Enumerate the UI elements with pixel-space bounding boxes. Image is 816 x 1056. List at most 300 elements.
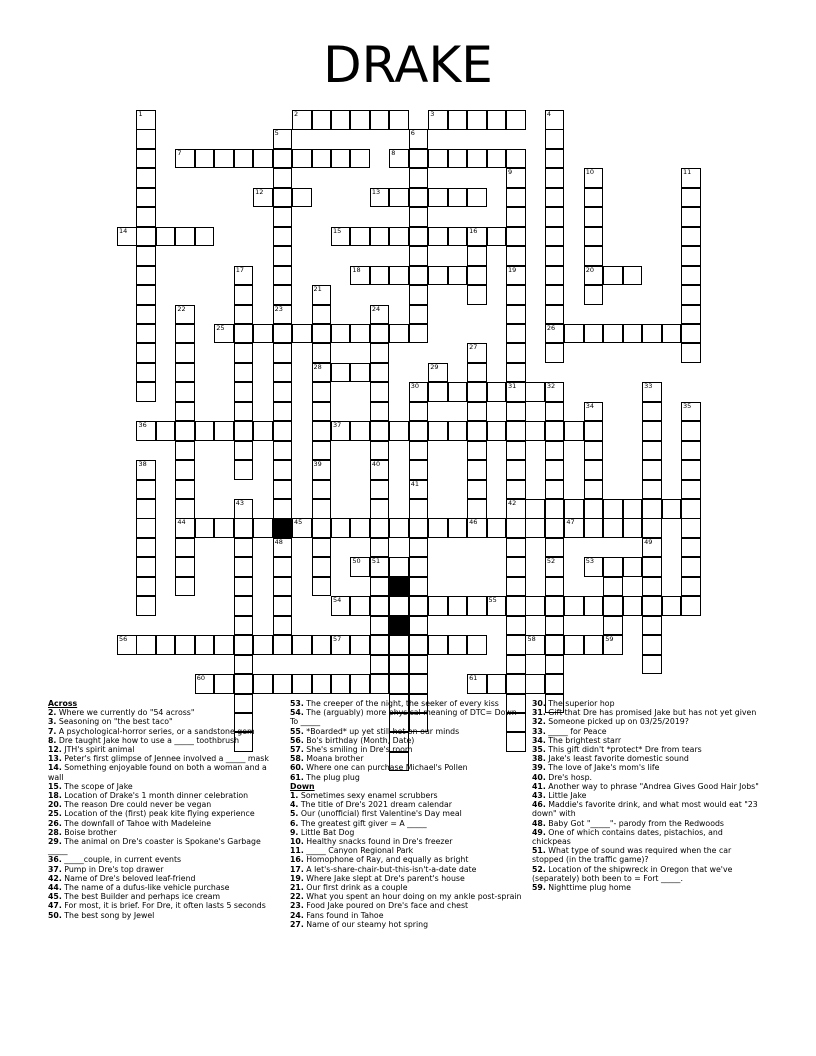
grid-cell[interactable] [623, 499, 643, 519]
grid-cell[interactable] [467, 518, 487, 538]
grid-cell[interactable] [448, 596, 468, 616]
grid-cell[interactable] [409, 441, 429, 461]
grid-cell[interactable] [584, 557, 604, 577]
grid-cell[interactable] [642, 324, 662, 344]
grid-cell[interactable] [623, 518, 643, 538]
grid-cell[interactable] [350, 227, 370, 247]
grid-cell[interactable] [370, 596, 390, 616]
grid-cell[interactable] [467, 499, 487, 519]
grid-cell[interactable] [584, 460, 604, 480]
grid-cell[interactable] [681, 538, 701, 558]
grid-cell[interactable] [370, 499, 390, 519]
grid-cell[interactable] [331, 363, 351, 383]
grid-cell[interactable] [214, 518, 234, 538]
grid-cell[interactable] [681, 266, 701, 286]
grid-cell[interactable] [409, 246, 429, 266]
grid-cell[interactable] [506, 441, 526, 461]
grid-cell[interactable] [117, 227, 137, 247]
grid-cell[interactable] [273, 382, 293, 402]
grid-cell[interactable] [331, 324, 351, 344]
grid-cell[interactable] [584, 596, 604, 616]
grid-cell[interactable] [506, 538, 526, 558]
grid-cell[interactable] [312, 363, 332, 383]
grid-cell[interactable] [273, 227, 293, 247]
grid-cell[interactable] [584, 421, 604, 441]
grid-cell[interactable] [273, 246, 293, 266]
grid-cell[interactable] [234, 305, 254, 325]
grid-cell[interactable] [545, 518, 565, 538]
grid-cell[interactable] [584, 324, 604, 344]
grid-cell[interactable] [545, 441, 565, 461]
grid-cell[interactable] [409, 207, 429, 227]
grid-cell[interactable] [545, 616, 565, 636]
grid-cell[interactable] [506, 168, 526, 188]
grid-cell[interactable] [214, 674, 234, 694]
grid-cell[interactable] [545, 305, 565, 325]
grid-cell[interactable] [467, 227, 487, 247]
grid-cell[interactable] [136, 557, 156, 577]
grid-cell[interactable] [681, 460, 701, 480]
grid-cell[interactable] [525, 518, 545, 538]
grid-cell[interactable] [156, 635, 176, 655]
grid-cell[interactable] [214, 324, 234, 344]
grid-cell[interactable] [467, 343, 487, 363]
grid-cell[interactable] [467, 363, 487, 383]
grid-cell[interactable] [350, 518, 370, 538]
grid-cell[interactable] [350, 635, 370, 655]
grid-cell[interactable] [584, 518, 604, 538]
grid-cell[interactable] [350, 557, 370, 577]
grid-cell[interactable] [389, 518, 409, 538]
grid-cell[interactable] [642, 402, 662, 422]
grid-cell[interactable] [545, 655, 565, 675]
grid-cell[interactable] [506, 421, 526, 441]
grid-cell[interactable] [389, 674, 409, 694]
grid-cell[interactable] [467, 441, 487, 461]
grid-cell[interactable] [273, 441, 293, 461]
grid-cell[interactable] [273, 188, 293, 208]
grid-cell[interactable] [467, 674, 487, 694]
grid-cell[interactable] [428, 363, 448, 383]
grid-cell[interactable] [545, 499, 565, 519]
grid-cell[interactable] [409, 324, 429, 344]
grid-cell[interactable] [370, 480, 390, 500]
grid-cell[interactable] [331, 421, 351, 441]
grid-cell[interactable] [545, 207, 565, 227]
grid-cell[interactable] [273, 616, 293, 636]
grid-cell[interactable] [156, 421, 176, 441]
grid-cell[interactable] [234, 557, 254, 577]
grid-cell[interactable] [545, 110, 565, 130]
grid-cell[interactable] [467, 266, 487, 286]
grid-cell[interactable] [195, 421, 215, 441]
grid-cell[interactable] [331, 518, 351, 538]
grid-cell[interactable] [273, 305, 293, 325]
grid-cell[interactable] [506, 557, 526, 577]
grid-cell[interactable] [312, 518, 332, 538]
grid-cell[interactable] [564, 596, 584, 616]
grid-cell[interactable] [506, 343, 526, 363]
grid-cell[interactable] [195, 635, 215, 655]
grid-cell[interactable] [175, 577, 195, 597]
grid-cell[interactable] [506, 518, 526, 538]
grid-cell[interactable] [214, 149, 234, 169]
grid-cell[interactable] [292, 149, 312, 169]
grid-cell[interactable] [253, 324, 273, 344]
grid-cell[interactable] [370, 363, 390, 383]
grid-cell[interactable] [467, 460, 487, 480]
grid-cell[interactable] [273, 363, 293, 383]
grid-cell[interactable] [136, 363, 156, 383]
grid-cell[interactable] [545, 227, 565, 247]
grid-cell[interactable] [312, 577, 332, 597]
grid-cell[interactable] [467, 188, 487, 208]
grid-cell[interactable] [214, 635, 234, 655]
grid-cell[interactable] [681, 596, 701, 616]
grid-cell[interactable] [253, 421, 273, 441]
grid-cell[interactable] [370, 402, 390, 422]
grid-cell[interactable] [312, 441, 332, 461]
grid-cell[interactable] [136, 129, 156, 149]
grid-cell[interactable] [506, 363, 526, 383]
grid-cell[interactable] [350, 363, 370, 383]
grid-cell[interactable] [312, 499, 332, 519]
grid-cell[interactable] [409, 188, 429, 208]
grid-cell[interactable] [136, 480, 156, 500]
grid-cell[interactable] [506, 207, 526, 227]
grid-cell[interactable] [273, 460, 293, 480]
grid-cell[interactable] [214, 421, 234, 441]
grid-cell[interactable] [681, 577, 701, 597]
grid-cell[interactable] [370, 421, 390, 441]
grid-cell[interactable] [331, 596, 351, 616]
grid-cell[interactable] [642, 616, 662, 636]
grid-cell[interactable] [195, 227, 215, 247]
grid-cell[interactable] [623, 266, 643, 286]
grid-cell[interactable] [273, 421, 293, 441]
grid-cell[interactable] [136, 460, 156, 480]
grid-cell[interactable] [487, 518, 507, 538]
grid-cell[interactable] [642, 421, 662, 441]
grid-cell[interactable] [234, 266, 254, 286]
grid-cell[interactable] [545, 129, 565, 149]
grid-cell[interactable] [545, 168, 565, 188]
grid-cell[interactable] [273, 324, 293, 344]
grid-cell[interactable] [312, 421, 332, 441]
grid-cell[interactable] [545, 382, 565, 402]
grid-cell[interactable] [623, 324, 643, 344]
grid-cell[interactable] [603, 518, 623, 538]
grid-cell[interactable] [409, 538, 429, 558]
grid-cell[interactable] [253, 518, 273, 538]
grid-cell[interactable] [545, 421, 565, 441]
grid-cell[interactable] [292, 110, 312, 130]
grid-cell[interactable] [564, 421, 584, 441]
grid-cell[interactable] [506, 246, 526, 266]
grid-cell[interactable] [545, 460, 565, 480]
grid-cell[interactable] [584, 266, 604, 286]
grid-cell[interactable] [642, 655, 662, 675]
grid-cell[interactable] [448, 421, 468, 441]
grid-cell[interactable] [234, 577, 254, 597]
grid-cell[interactable] [350, 324, 370, 344]
grid-cell[interactable] [370, 324, 390, 344]
grid-cell[interactable] [545, 343, 565, 363]
grid-cell[interactable] [370, 655, 390, 675]
grid-cell[interactable] [273, 402, 293, 422]
grid-cell[interactable] [234, 363, 254, 383]
grid-cell[interactable] [234, 635, 254, 655]
grid-cell[interactable] [234, 655, 254, 675]
grid-cell[interactable] [136, 421, 156, 441]
grid-cell[interactable] [409, 402, 429, 422]
grid-cell[interactable] [253, 188, 273, 208]
grid-cell[interactable] [409, 460, 429, 480]
grid-cell[interactable] [389, 557, 409, 577]
grid-cell[interactable] [506, 110, 526, 130]
grid-cell[interactable] [312, 285, 332, 305]
grid-cell[interactable] [545, 480, 565, 500]
grid-cell[interactable] [234, 674, 254, 694]
grid-cell[interactable] [525, 596, 545, 616]
grid-cell[interactable] [136, 635, 156, 655]
grid-cell[interactable] [487, 227, 507, 247]
grid-cell[interactable] [428, 266, 448, 286]
grid-cell[interactable] [681, 499, 701, 519]
grid-cell[interactable] [642, 557, 662, 577]
grid-cell[interactable] [389, 227, 409, 247]
grid-cell[interactable] [292, 518, 312, 538]
grid-cell[interactable] [175, 635, 195, 655]
grid-cell[interactable] [234, 616, 254, 636]
grid-cell[interactable] [681, 246, 701, 266]
grid-cell[interactable] [370, 518, 390, 538]
grid-cell[interactable] [584, 285, 604, 305]
grid-cell[interactable] [448, 227, 468, 247]
grid-cell[interactable] [389, 149, 409, 169]
grid-cell[interactable] [389, 421, 409, 441]
grid-cell[interactable] [175, 499, 195, 519]
grid-cell[interactable] [428, 635, 448, 655]
grid-cell[interactable] [234, 382, 254, 402]
grid-cell[interactable] [136, 149, 156, 169]
grid-cell[interactable] [409, 421, 429, 441]
grid-cell[interactable] [409, 616, 429, 636]
grid-cell[interactable] [506, 460, 526, 480]
grid-cell[interactable] [545, 266, 565, 286]
grid-cell[interactable] [136, 110, 156, 130]
grid-cell[interactable] [117, 635, 137, 655]
grid-cell[interactable] [370, 188, 390, 208]
grid-cell[interactable] [487, 596, 507, 616]
grid-cell[interactable] [312, 382, 332, 402]
grid-cell[interactable] [331, 635, 351, 655]
grid-cell[interactable] [623, 557, 643, 577]
grid-cell[interactable] [506, 266, 526, 286]
grid-cell[interactable] [642, 382, 662, 402]
grid-cell[interactable] [642, 499, 662, 519]
grid-cell[interactable] [506, 674, 526, 694]
grid-cell[interactable] [525, 635, 545, 655]
grid-cell[interactable] [467, 110, 487, 130]
grid-cell[interactable] [545, 188, 565, 208]
grid-cell[interactable] [292, 674, 312, 694]
grid-cell[interactable] [175, 480, 195, 500]
grid-cell[interactable] [487, 674, 507, 694]
grid-cell[interactable] [584, 227, 604, 247]
grid-cell[interactable] [584, 188, 604, 208]
grid-cell[interactable] [409, 577, 429, 597]
grid-cell[interactable] [136, 382, 156, 402]
grid-cell[interactable] [370, 577, 390, 597]
grid-cell[interactable] [603, 596, 623, 616]
grid-cell[interactable] [467, 421, 487, 441]
grid-cell[interactable] [409, 168, 429, 188]
grid-cell[interactable] [370, 343, 390, 363]
grid-cell[interactable] [584, 168, 604, 188]
grid-cell[interactable] [428, 188, 448, 208]
grid-cell[interactable] [312, 110, 332, 130]
grid-cell[interactable] [603, 499, 623, 519]
grid-cell[interactable] [370, 110, 390, 130]
grid-cell[interactable] [545, 246, 565, 266]
grid-cell[interactable] [681, 207, 701, 227]
grid-cell[interactable] [350, 266, 370, 286]
grid-cell[interactable] [545, 557, 565, 577]
grid-cell[interactable] [681, 168, 701, 188]
grid-cell[interactable] [409, 149, 429, 169]
grid-cell[interactable] [409, 655, 429, 675]
grid-cell[interactable] [175, 305, 195, 325]
grid-cell[interactable] [136, 246, 156, 266]
grid-cell[interactable] [389, 110, 409, 130]
grid-cell[interactable] [136, 168, 156, 188]
grid-cell[interactable] [370, 266, 390, 286]
grid-cell[interactable] [525, 674, 545, 694]
grid-cell[interactable] [370, 441, 390, 461]
grid-cell[interactable] [389, 188, 409, 208]
grid-cell[interactable] [564, 518, 584, 538]
grid-cell[interactable] [506, 616, 526, 636]
grid-cell[interactable] [234, 324, 254, 344]
grid-cell[interactable] [273, 635, 293, 655]
grid-cell[interactable] [234, 285, 254, 305]
grid-cell[interactable] [331, 110, 351, 130]
grid-cell[interactable] [506, 188, 526, 208]
grid-cell[interactable] [506, 480, 526, 500]
grid-cell[interactable] [681, 480, 701, 500]
grid-cell[interactable] [467, 480, 487, 500]
grid-cell[interactable] [312, 538, 332, 558]
grid-cell[interactable] [662, 596, 682, 616]
grid-cell[interactable] [662, 499, 682, 519]
grid-cell[interactable] [642, 635, 662, 655]
grid-cell[interactable] [545, 674, 565, 694]
grid-cell[interactable] [584, 246, 604, 266]
grid-cell[interactable] [370, 305, 390, 325]
grid-cell[interactable] [389, 596, 409, 616]
grid-cell[interactable] [175, 149, 195, 169]
grid-cell[interactable] [545, 324, 565, 344]
grid-cell[interactable] [506, 285, 526, 305]
grid-cell[interactable] [331, 149, 351, 169]
grid-cell[interactable] [156, 227, 176, 247]
grid-cell[interactable] [273, 596, 293, 616]
grid-cell[interactable] [487, 382, 507, 402]
grid-cell[interactable] [409, 480, 429, 500]
grid-cell[interactable] [467, 382, 487, 402]
grid-cell[interactable] [195, 518, 215, 538]
grid-cell[interactable] [545, 635, 565, 655]
grid-cell[interactable] [136, 285, 156, 305]
grid-cell[interactable] [584, 635, 604, 655]
grid-cell[interactable] [370, 616, 390, 636]
grid-cell[interactable] [136, 305, 156, 325]
grid-cell[interactable] [234, 518, 254, 538]
grid-cell[interactable] [642, 460, 662, 480]
grid-cell[interactable] [467, 402, 487, 422]
grid-cell[interactable] [642, 441, 662, 461]
grid-cell[interactable] [273, 499, 293, 519]
grid-cell[interactable] [506, 305, 526, 325]
grid-cell[interactable] [273, 149, 293, 169]
grid-cell[interactable] [136, 538, 156, 558]
grid-cell[interactable] [136, 577, 156, 597]
grid-cell[interactable] [623, 596, 643, 616]
grid-cell[interactable] [370, 538, 390, 558]
grid-cell[interactable] [409, 129, 429, 149]
grid-cell[interactable] [331, 674, 351, 694]
grid-cell[interactable] [136, 188, 156, 208]
grid-cell[interactable] [175, 363, 195, 383]
grid-cell[interactable] [642, 518, 662, 538]
grid-cell[interactable] [428, 596, 448, 616]
grid-cell[interactable] [545, 596, 565, 616]
grid-cell[interactable] [370, 460, 390, 480]
grid-cell[interactable] [273, 129, 293, 149]
grid-cell[interactable] [467, 635, 487, 655]
grid-cell[interactable] [175, 557, 195, 577]
grid-cell[interactable] [175, 441, 195, 461]
grid-cell[interactable] [428, 149, 448, 169]
grid-cell[interactable] [487, 421, 507, 441]
grid-cell[interactable] [681, 343, 701, 363]
grid-cell[interactable] [136, 596, 156, 616]
grid-cell[interactable] [525, 382, 545, 402]
grid-cell[interactable] [409, 382, 429, 402]
grid-cell[interactable] [545, 577, 565, 597]
grid-cell[interactable] [370, 557, 390, 577]
grid-cell[interactable] [564, 499, 584, 519]
grid-cell[interactable] [273, 674, 293, 694]
grid-cell[interactable] [448, 518, 468, 538]
grid-cell[interactable] [681, 557, 701, 577]
grid-cell[interactable] [273, 266, 293, 286]
grid-cell[interactable] [350, 674, 370, 694]
grid-cell[interactable] [273, 207, 293, 227]
grid-cell[interactable] [312, 635, 332, 655]
grid-cell[interactable] [370, 635, 390, 655]
grid-cell[interactable] [409, 596, 429, 616]
grid-cell[interactable] [389, 324, 409, 344]
grid-cell[interactable] [564, 324, 584, 344]
grid-cell[interactable] [312, 557, 332, 577]
grid-cell[interactable] [681, 188, 701, 208]
grid-cell[interactable] [428, 518, 448, 538]
grid-cell[interactable] [350, 149, 370, 169]
grid-cell[interactable] [273, 168, 293, 188]
grid-cell[interactable] [662, 324, 682, 344]
